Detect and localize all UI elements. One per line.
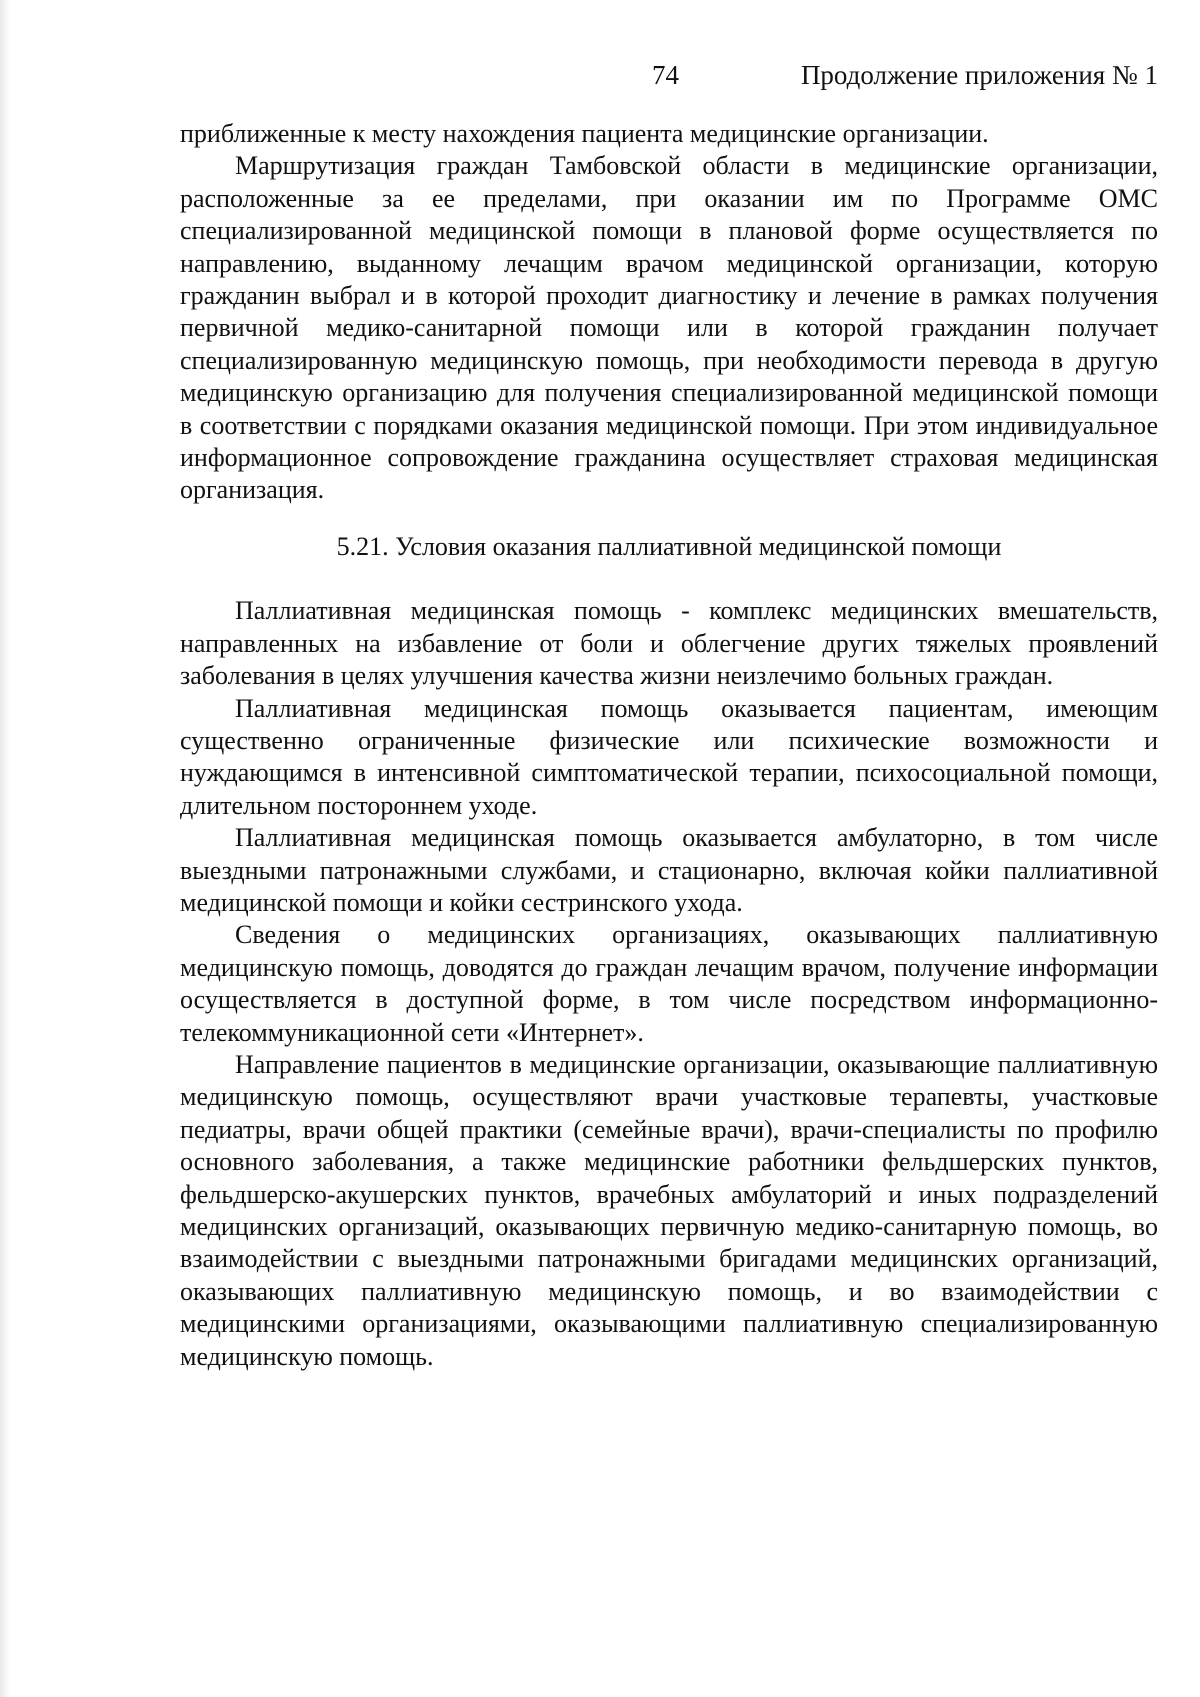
paragraph-continuation: приближенные к месту нахождения пациента медицинские организации. — [180, 119, 989, 148]
paragraph-palliative-forms: Паллиативная медицинская помощь оказывается амбулаторно, в том числе выездными патронажными службами, и стационарно, включая койки паллиативной медицинской помощи и койки сестринского ухода. — [180, 823, 1158, 917]
section-heading: 5.21. Условия оказания паллиативной медицинской помощи — [336, 531, 1002, 561]
appendix-note: Продолжение приложения № 1 — [800, 60, 1158, 90]
page-header — [180, 60, 1158, 100]
paragraph-palliative-definition: Паллиативная медицинская помощь - комплекс медицинских вмешательств, направленных на избавление от боли и облегчение других тяжелых проявлений заболевания в целях улучшения качества жизни неизлечимо больных граждан. — [180, 596, 1158, 691]
paragraph-palliative-referral: Направление пациентов в медицинские организации, оказывающие паллиативную медицинскую помощь, осуществляют врачи участковые терапевты, участковые педиатры, врачи общей практики (семейные врачи), врачи-специалисты по профилю основного заболевания, а также медицинские работники фельдшерских пунктов, фельдшерско-акушерских пунктов, врачебных амбулаторий и иных подразделений медицинских организаций, оказывающих первичную медико-санитарную помощь, во взаимодействии с выездными патронажными бригадами медицинских организаций, оказывающих паллиативную медицинскую помощь, и во взаимодействии с медицинскими организациями, оказывающими паллиативную специализированную медицинскую помощь. — [180, 1049, 1158, 1371]
paragraph-palliative-patients: Паллиативная медицинская помощь оказывается пациентам, имеющим существенно ограниченные физические или психические возможности и нуждающимся в интенсивной симптоматической терапии, психосоциальной помощи, длительном постороннем уходе. — [180, 693, 1158, 820]
page-number: 74 — [652, 60, 679, 90]
scan-edge — [0, 0, 10, 1697]
paragraph-palliative-information: Сведения о медицинских организациях, оказывающих паллиативную медицинскую помощь, доводятся до граждан лечащим врачом, получение информации осуществляется в доступной форме, в том числе посредством информационно-телекоммуникационной сети «Интернет». — [180, 920, 1158, 1047]
paragraph-routing: Маршрутизация граждан Тамбовской области в медицинские организации, расположенные за ее пределами, при оказании им по Программе ОМС специализированной медицинской помощи в плановой форме осуществляется по направлению, выданному лечащим врачом медицинской организации, которую гражданин выбрал и в которой проходит диагностику и лечение в рамках получения первичной медико-санитарной помощи или в которой гражданин получает специализированную медицинскую помощь, при необходимости перевода в другую медицинскую организацию для получения специализированной медицинской помощи в соответствии с порядками оказания медицинской помощи. При этом индивидуальное информационное сопровождение гражданина осуществляет страховая медицинская организация. — [180, 151, 1158, 505]
document-body — [180, 118, 1158, 1373]
